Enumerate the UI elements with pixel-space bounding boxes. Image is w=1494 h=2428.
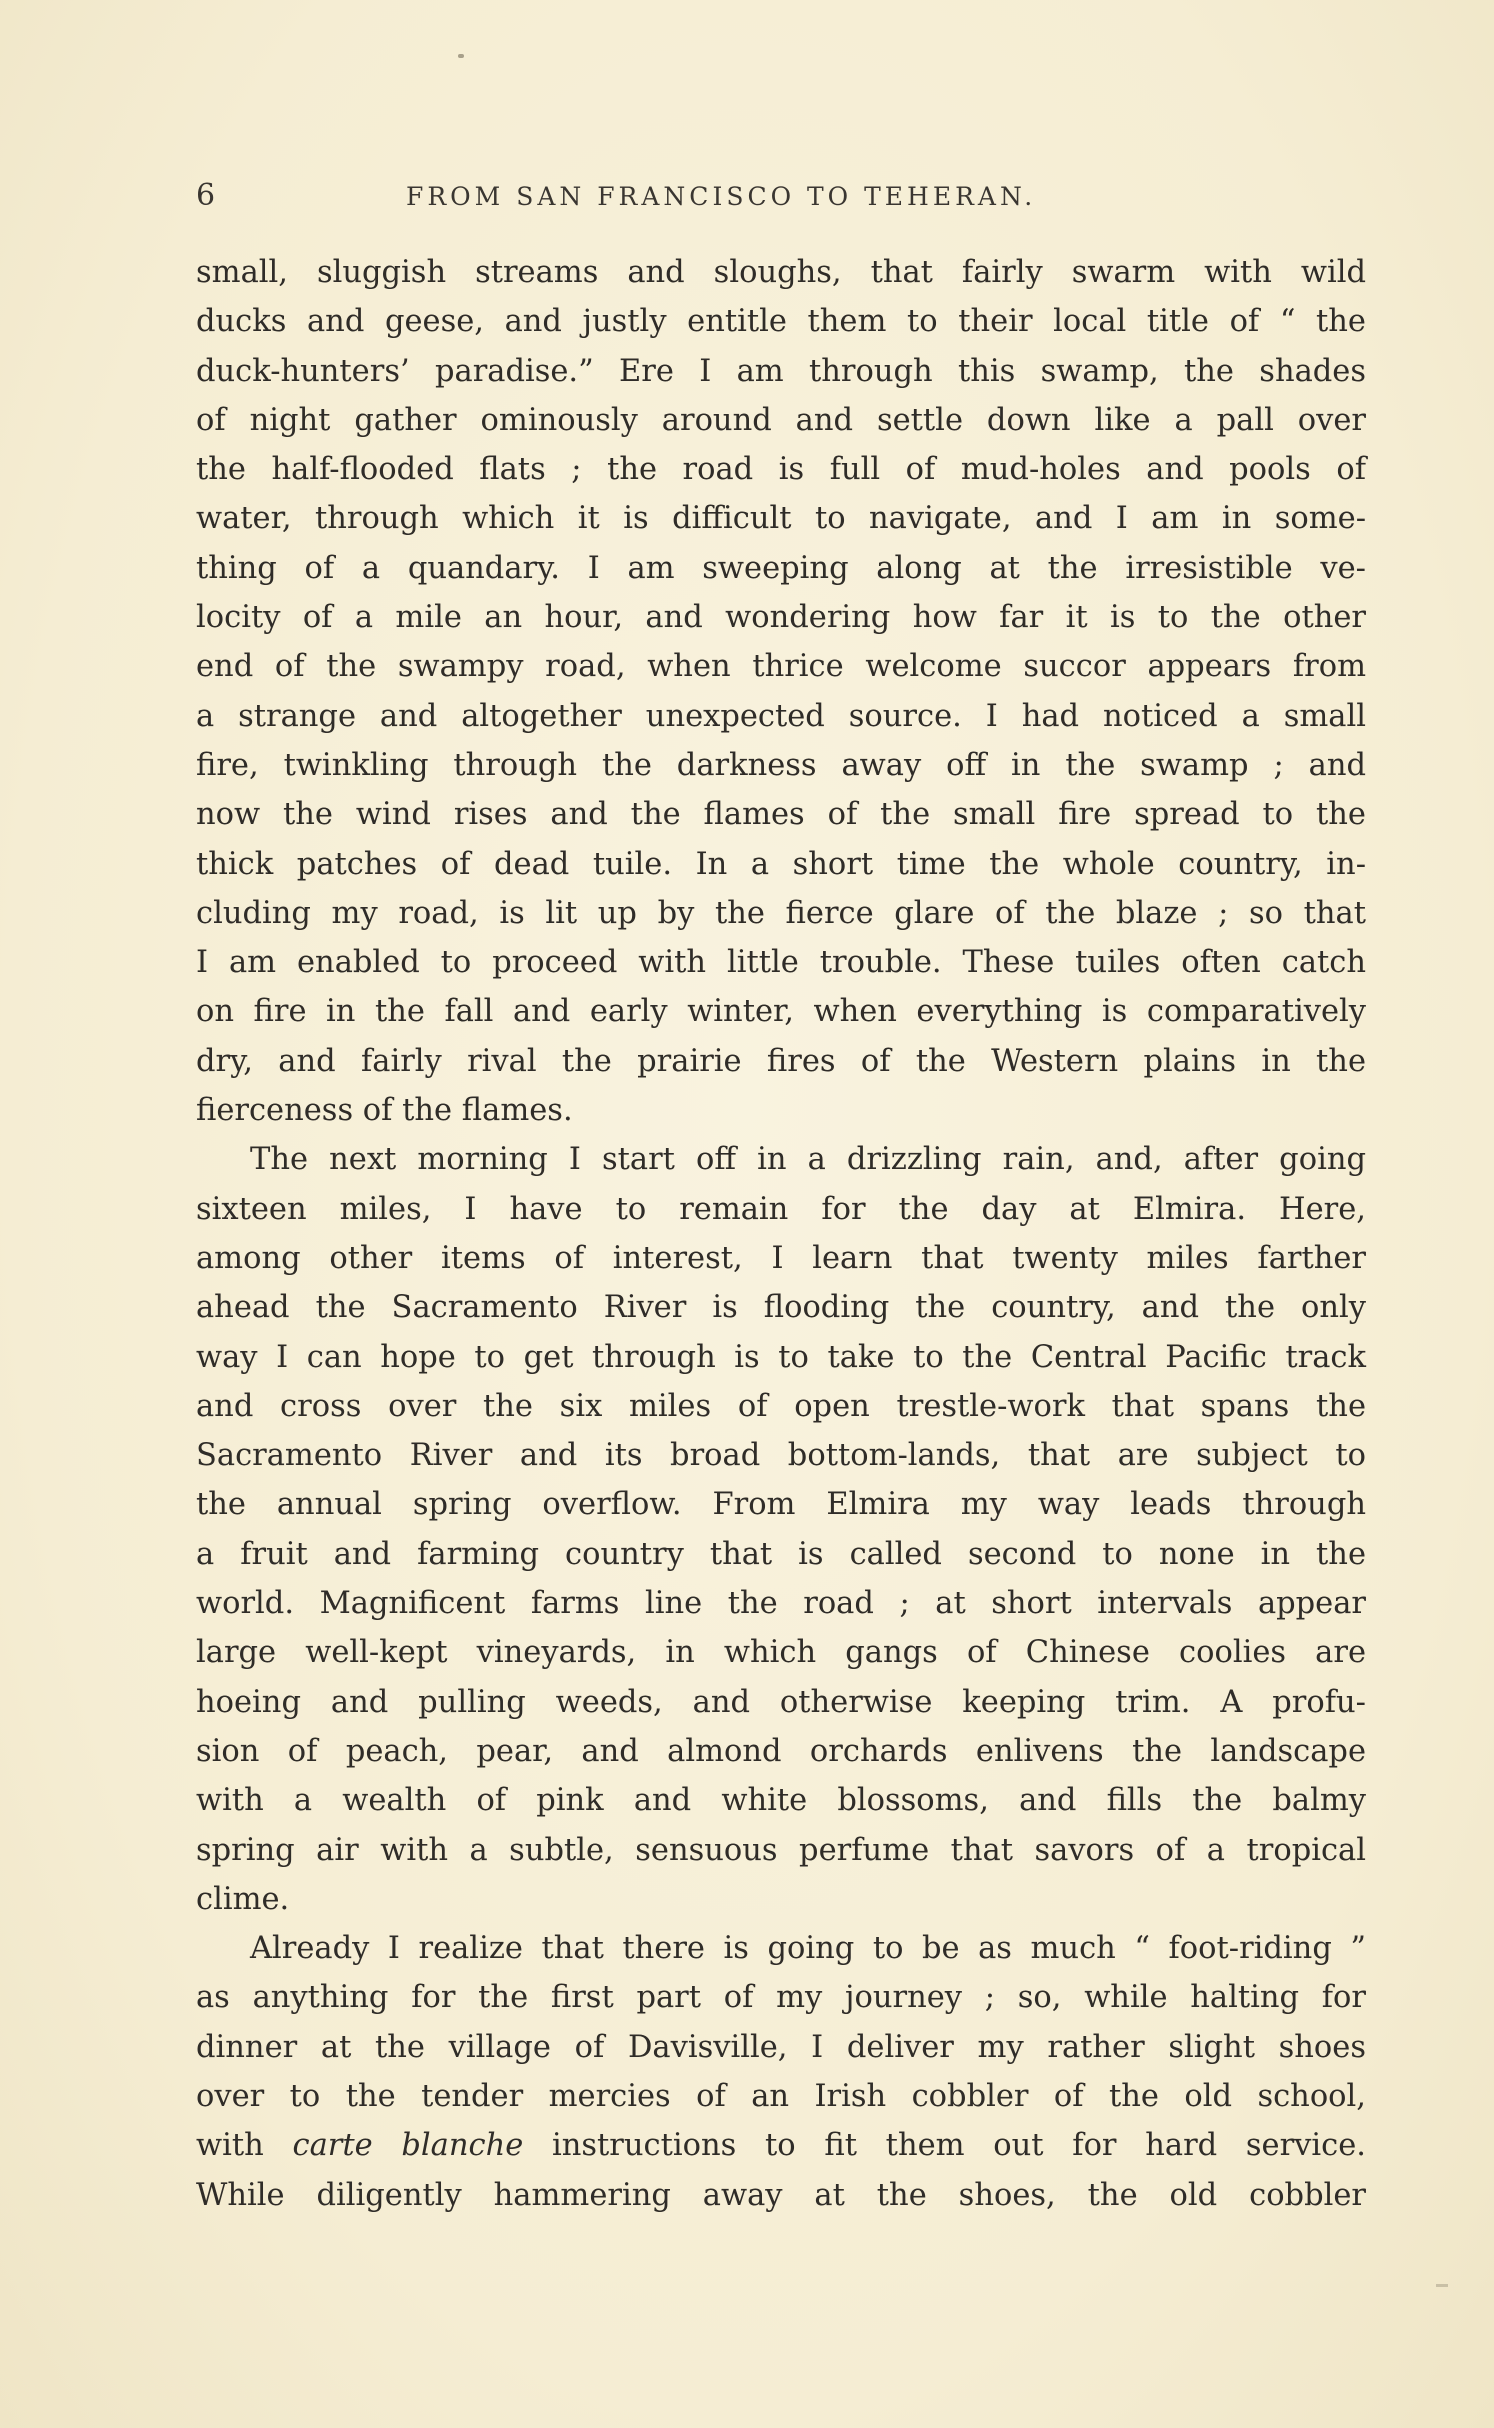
line-start: with xyxy=(196,2128,293,2164)
text-line: ducks and geese, and justly entitle them to their local title of “ the xyxy=(196,304,1366,340)
text-line: locity of a mile an hour, and wondering how far it is to the other xyxy=(196,600,1366,636)
text-line: fire, twinkling through the darkness away off in the swamp ; and xyxy=(196,747,1366,783)
text-line: ahead the Sacramento River is flooding the country, and the only xyxy=(196,1290,1366,1326)
text-line: The next morning I start off in a drizzling rain, and, after going xyxy=(250,1142,1366,1178)
text-line: hoeing and pulling weeds, and otherwise keeping trim. A profu- xyxy=(196,1684,1366,1720)
text-line: sixteen miles, I have to remain for the day at Elmira. Here, xyxy=(196,1191,1366,1227)
text-line: among other items of interest, I learn that twenty miles farther xyxy=(196,1240,1366,1276)
text-line: spring air with a subtle, sensuous perfume that savors of a tropical xyxy=(196,1832,1366,1868)
text-line: a strange and altogether unexpected source. I had noticed a small xyxy=(196,698,1366,734)
page-speck xyxy=(1436,2284,1448,2287)
text-line: on fire in the fall and early winter, when everything is comparatively xyxy=(196,994,1366,1030)
text-line: now the wind rises and the flames of the small fire spread to the xyxy=(196,797,1366,833)
text-line: sion of peach, pear, and almond orchards enlivens the landscape xyxy=(196,1733,1366,1769)
italic-phrase: carte blanche xyxy=(292,2128,524,2164)
text-line: and cross over the six miles of open trestle-work that spans the xyxy=(196,1388,1366,1424)
text-line: dinner at the village of Davisville, I deliver my rather slight shoes xyxy=(196,2029,1366,2065)
text-line: clime. xyxy=(196,1881,290,1917)
text-line: small, sluggish streams and sloughs, that fairly swarm with wild xyxy=(196,255,1366,290)
text-line: duck-hunters’ paradise.” Ere I am through this swamp, the shades xyxy=(196,353,1366,389)
body-text xyxy=(196,248,1366,2220)
page-number: 6 xyxy=(196,178,217,213)
line-end: instructions to fit them out for hard service. xyxy=(523,2128,1366,2164)
text-line: large well-kept vineyards, in which gangs of Chinese coolies are xyxy=(196,1635,1366,1671)
text-line: Sacramento River and its broad bottom-lands, that are subject to xyxy=(196,1438,1366,1474)
text-line: fierceness of the flames. xyxy=(196,1093,573,1129)
text-line: as anything for the first part of my journey ; so, while halting for xyxy=(196,1980,1366,2016)
text-line: While diligently hammering away at the shoes, the old cobbler xyxy=(196,2177,1366,2213)
text-line: water, through which it is difficult to navigate, and I am in some- xyxy=(196,501,1366,537)
text-line: the half-flooded flats ; the road is full of mud-holes and pools of xyxy=(196,452,1366,488)
text-line: a fruit and farming country that is called second to none in the xyxy=(196,1536,1366,1572)
text-line: thick patches of dead tuile. In a short time the whole country, in- xyxy=(196,846,1366,882)
text-line: dry, and fairly rival the prairie fires of the Western plains in the xyxy=(196,1043,1366,1079)
text-line: Already I realize that there is going to be as much “ foot-riding ” xyxy=(250,1931,1366,1967)
text-line: over to the tender mercies of an Irish cobbler of the old school, xyxy=(196,2078,1366,2114)
text-line: world. Magnificent farms line the road ; at short intervals appear xyxy=(196,1586,1366,1622)
text-line: of night gather ominously around and settle down like a pall over xyxy=(196,402,1366,438)
text-line: the annual spring overflow. From Elmira my way leads through xyxy=(196,1487,1366,1523)
text-line: end of the swampy road, when thrice welcome succor appears from xyxy=(196,649,1366,685)
text-line: way I can hope to get through is to take to the Central Pacific track xyxy=(196,1339,1366,1375)
text-line: I am enabled to proceed with little trouble. These tuiles often catch xyxy=(196,945,1366,981)
text-line: with a wealth of pink and white blossoms, and fills the balmy xyxy=(196,1783,1366,1819)
text-line: thing of a quandary. I am sweeping along at the irresistible ve- xyxy=(196,550,1366,586)
text-line: cluding my road, is lit up by the fierce glare of the blaze ; so that xyxy=(196,895,1366,931)
running-header xyxy=(196,178,1366,222)
page-speck xyxy=(458,54,464,58)
text-line xyxy=(196,2121,1366,2170)
running-title: FROM SAN FRANCISCO TO TEHERAN. xyxy=(406,182,1037,211)
